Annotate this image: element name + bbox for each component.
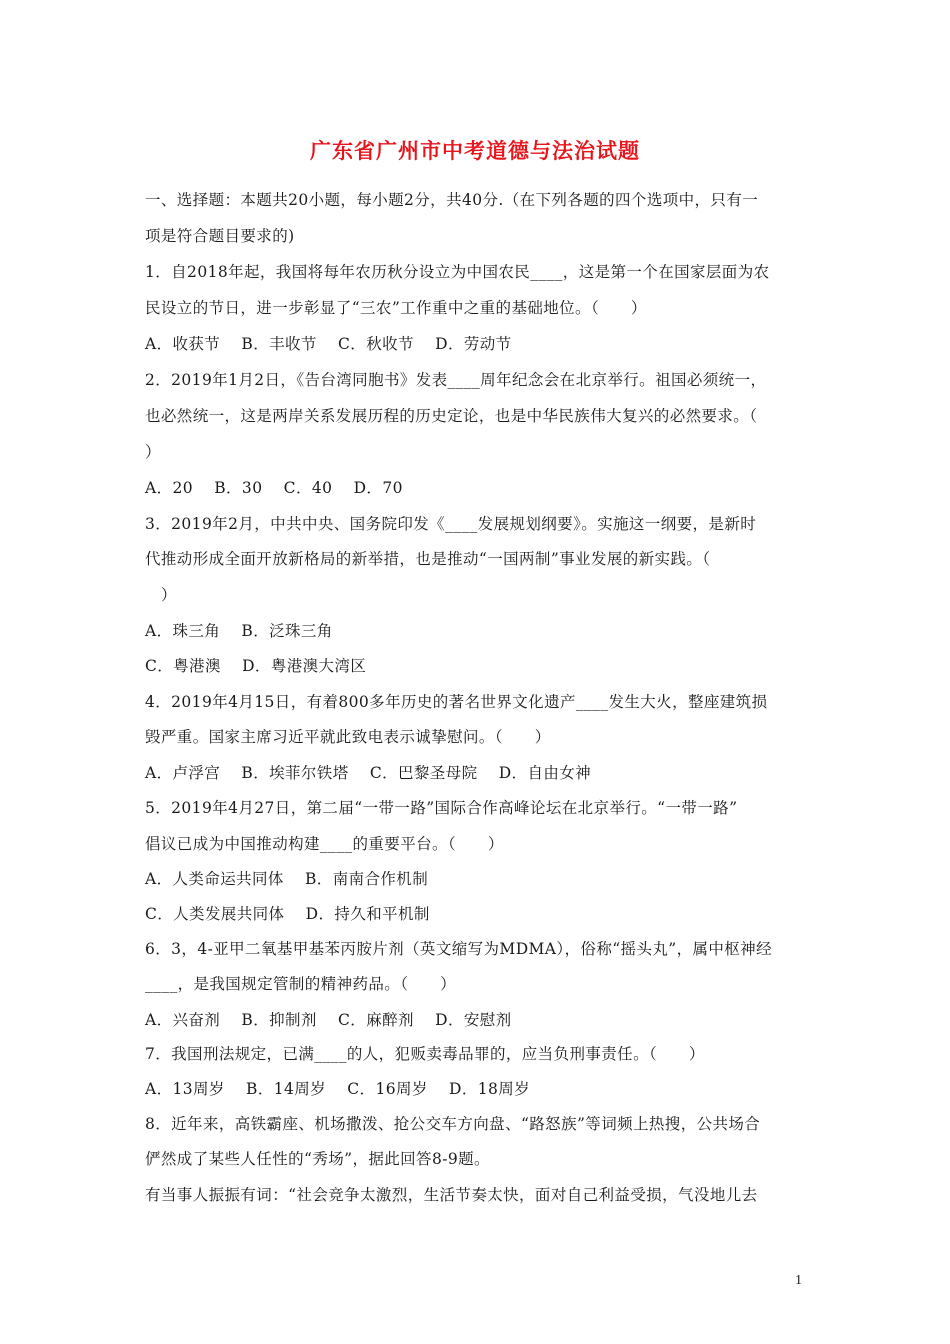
- text-line: C．粤港澳 D．粤港澳大湾区: [145, 657, 367, 675]
- text-line: 项是符合题目要求的): [145, 227, 295, 245]
- text-line: 俨然成了某些人任性的“秀场”，据此回答8-9题。: [145, 1150, 490, 1168]
- page-number: 1: [795, 1273, 802, 1288]
- text-line: 有当事人振振有词：“社会竞争太激烈，生活节奏太快，面对自己利益受损，气没地儿去: [145, 1186, 758, 1204]
- text-line: 也必然统一，这是两岸关系发展历程的历史定论，也是中华民族伟大复兴的必然要求。（: [145, 407, 758, 425]
- text-line: A．13周岁 B．14周岁 C．16周岁 D．18周岁: [145, 1080, 531, 1098]
- text-line: 民设立的节日，进一步彰显了“三农”工作重中之重的基础地位。（ ）: [145, 299, 647, 317]
- text-line: A．卢浮宫 B．埃菲尔铁塔 C．巴黎圣母院 D．自由女神: [145, 764, 592, 782]
- text-line: 一、选择题：本题共20小题，每小题2分，共40分.（在下列各题的四个选项中，只有一: [145, 191, 759, 209]
- text-line: 5．2019年4月27日，第二届“一带一路”国际合作高峰论坛在北京举行。“一带一路”: [145, 799, 738, 817]
- text-line: 3．2019年2月，中共中央、国务院印发《____发展规划纲要》。实施这一纲要，是新时: [145, 515, 757, 533]
- text-line: A．珠三角 B．泛珠三角: [145, 622, 333, 640]
- text-line: A．人类命运共同体 B．南南合作机制: [145, 870, 429, 888]
- text-line: A．20 B．30 C．40 D．70: [145, 479, 403, 497]
- text-line: ）: [145, 586, 177, 604]
- text-line: 6．3，4-亚甲二氧基甲基苯丙胺片剂（英文缩写为MDMA），俗称“摇头丸”，属中枢神经: [145, 940, 772, 958]
- text-line: 8．近年来，高铁霸座、机场撒泼、抢公交车方向盘、“路怒族”等词频上热搜，公共场合: [145, 1115, 761, 1133]
- text-line: 1．自2018年起，我国将每年农历秋分设立为中国农民____，这是第一个在国家层面为农: [145, 263, 770, 281]
- text-line: 毁严重。国家主席习近平就此致电表示诚挚慰问。（ ）: [145, 728, 551, 746]
- page-title: 广东省广州市中考道德与法治试题: [310, 138, 640, 163]
- text-line: ）: [145, 443, 161, 461]
- text-line: 2．2019年1月2日，《告台湾同胞书》发表____周年纪念会在北京举行。祖国必须统一，: [145, 371, 767, 389]
- text-line: 倡议已成为中国推动构建____的重要平台。（ ）: [145, 835, 504, 853]
- text-line: 4．2019年4月15日，有着800多年历史的著名世界文化遗产____发生大火，整座建筑损: [145, 693, 768, 711]
- text-line: A．收获节 B．丰收节 C．秋收节 D．劳动节: [145, 335, 512, 353]
- text-line: ____，是我国规定管制的精神药品。（ ）: [145, 975, 457, 993]
- text-line: 代推动形成全面开放新格局的新举措，也是推动“一国两制”事业发展的新实践。（: [145, 550, 711, 568]
- text-line: 7．我国刑法规定，已满____的人，犯贩卖毒品罪的，应当负刑事责任。（ ）: [145, 1045, 705, 1063]
- text-line: A．兴奋剂 B．抑制剂 C．麻醉剂 D．安慰剂: [145, 1011, 512, 1029]
- text-line: C．人类发展共同体 D．持久和平机制: [145, 905, 430, 923]
